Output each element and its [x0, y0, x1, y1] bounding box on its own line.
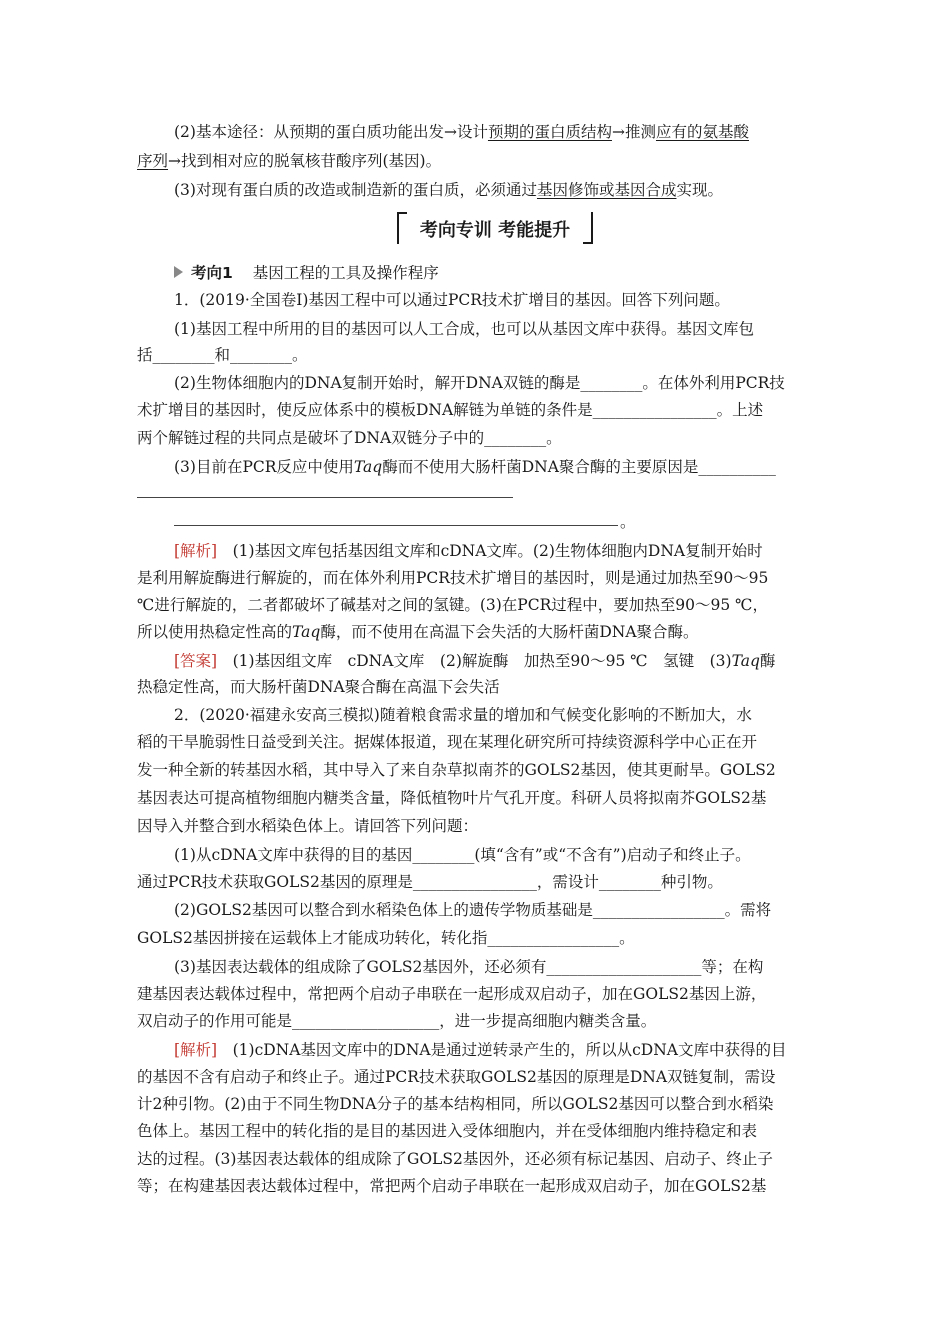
text-line: 等；在构建基因表达载体过程中，常把两个启动子串联在一起形成双启动子，加在GOLS2基 — [137, 1177, 767, 1195]
text-line: (3)基因表达载体的组成除了GOLS2基因外，还必须有____________________等；在构 — [174, 958, 764, 976]
section-title: 考向专训 考能提升 — [419, 220, 571, 241]
text-line: (2)GOLS2基因可以整合到水稻染色体上的遗传学物质基础是_________________。需将 — [174, 901, 772, 919]
text-line — [174, 537, 817, 566]
analysis-tag: [解析] — [174, 542, 218, 560]
text-line: 热稳定性高，而大肠杆菌DNA聚合酶在高温下会失活 — [137, 678, 500, 696]
text-line: ℃进行解旋的，二者都破坏了碱基对之间的氢键。(3)在PCR过程中，要加热至90～95 ℃， — [137, 596, 768, 614]
text-run: (3)目前在PCR反应中使用 — [174, 458, 354, 476]
text-line: (1)基因工程中所用的目的基因可以人工合成，也可以从基因文库中获得。基因文库包 — [174, 320, 754, 338]
text-line — [174, 453, 817, 482]
text-line: 基因表达可提高植物细胞内糖类含量，降低植物叶片气孔开度。科研人员将拟南芥GOLS2基 — [137, 789, 767, 807]
underlined-term: 基因修饰或基因合成 — [536, 181, 677, 199]
text-run: 酶而不使用大肠杆菌DNA聚合酶的主要原因是__________ — [382, 458, 776, 476]
text-line: (1)从cDNA文库中获得的目的基因________(填“含有”或“不含有”)启动子和终止子。 — [174, 846, 751, 864]
text-line — [174, 176, 817, 205]
text-line: 术扩增目的基因时，使反应体系中的模板DNA解链为单链的条件是________________。上述 — [137, 401, 764, 419]
underlined-term: 预期的蛋白质结构 — [487, 123, 612, 141]
answer-blank-line — [174, 525, 618, 526]
answer-tag: [答案] — [174, 652, 218, 670]
triangle-marker-icon — [174, 266, 183, 278]
taq-italic: Taq — [353, 458, 383, 476]
analysis-tag: [解析] — [174, 1041, 218, 1059]
kaoxiang-title: 基因工程的工具及操作程序 — [252, 263, 439, 282]
text-run: 所以使用热稳定性高的 — [137, 623, 293, 641]
bracket-left-icon — [397, 212, 407, 244]
text-line: 双启动子的作用可能是___________________，进一步提高细胞内糖类含量。 — [137, 1012, 657, 1030]
text-run: (3)对现有蛋白质的改造或制造新的蛋白质，必须通过 — [174, 181, 537, 199]
taq-italic: Taq — [292, 623, 321, 641]
text-run: 酶，而不使用在高温下会失活的大肠杆菌DNA聚合酶。 — [320, 623, 699, 641]
bracket-right-icon — [583, 212, 593, 244]
text-run: (1)cDNA基因文库中的DNA是通过逆转录产生的，所以从cDNA文库中获得的目 — [217, 1041, 787, 1059]
underlined-term: 序列 — [137, 152, 169, 170]
text-line — [174, 1036, 817, 1065]
text-line: (2)生物体细胞内的DNA复制开始时，解开DNA双链的酶是________。在体外利用PCR技 — [174, 374, 785, 392]
text-line — [174, 647, 817, 676]
text-line: 发一种全新的转基因水稻，其中导入了来自杂草拟南芥的GOLS2基因，使其更耐旱。GOLS2 — [137, 761, 776, 779]
text-line: 因导入并整合到水稻染色体上。请回答下列问题： — [137, 817, 479, 835]
text-line: 的基因不含有启动子和终止子。通过PCR技术获取GOLS2基因的原理是DNA双链复制，需设 — [137, 1068, 776, 1086]
text-run: (2)基本途径：从预期的蛋白质功能出发→设计 — [174, 123, 488, 141]
question-1: 1．(2019·全国卷Ⅰ)基因工程中可以通过PCR技术扩增目的基因。回答下列问题。 — [174, 291, 730, 309]
taq-italic: Taq — [731, 652, 760, 670]
text-line: 是利用解旋酶进行解旋的，而在体外利用PCR技术扩增目的基因时，则是通过加热至90～95 — [137, 569, 769, 587]
text-line — [137, 147, 817, 176]
kaoxiang-heading — [174, 257, 439, 286]
text-run: (1)基因组文库 cDNA文库 (2)解旋酶 加热至90～95 ℃ 氢键 (3) — [217, 652, 732, 670]
text-run: →推测 — [611, 123, 656, 141]
text-line — [137, 618, 817, 647]
text-line: 建基因表达载体过程中，常把两个启动子串联在一起形成双启动子，加在GOLS2基因上游， — [137, 985, 767, 1003]
underlined-term: 应有的氨基酸 — [655, 123, 749, 141]
text-line — [174, 118, 817, 147]
text-line: 计2种引物。(2)由于不同生物DNA分子的基本结构相同，所以GOLS2基因可以整合到水稻染 — [137, 1095, 774, 1113]
text-line: 两个解链过程的共同点是破坏了DNA双链分子中的________。 — [137, 429, 562, 447]
text-line: 达的过程。(3)基因表达载体的组成除了GOLS2基因外，还必须有标记基因、启动子、终止子 — [137, 1150, 773, 1168]
text-line: 稻的干旱脆弱性日益受到关注。据媒体报道，现在某理化研究所可持续资源科学中心正在开 — [137, 733, 758, 751]
section-heading — [395, 212, 595, 246]
answer-blank-line — [137, 497, 513, 498]
text-line: 括________和________。 — [137, 346, 308, 364]
text-run: 实现。 — [676, 181, 723, 199]
question-2: 2．(2020·福建永安高三模拟)随着粮食需求量的增加和气候变化影响的不断加大，水 — [174, 706, 752, 724]
text-line: 通过PCR技术获取GOLS2基因的原理是________________，需设计________种引物。 — [137, 873, 723, 891]
text-run: 。 — [620, 513, 636, 531]
text-run: (1)基因文库包括基因组文库和cDNA文库。(2)生物体细胞内DNA复制开始时 — [217, 542, 763, 560]
text-run: 酶 — [759, 652, 776, 670]
kaoxiang-label: 考向1 — [191, 263, 233, 282]
text-run: →找到相对应的脱氧核苷酸序列(基因)。 — [168, 152, 442, 170]
text-line: GOLS2基因拼接在运载体上才能成功转化，转化指_________________。 — [137, 929, 635, 947]
text-line: 色体上。基因工程中的转化指的是目的基因进入受体细胞内，并在受体细胞内维持稳定和表 — [137, 1122, 758, 1140]
